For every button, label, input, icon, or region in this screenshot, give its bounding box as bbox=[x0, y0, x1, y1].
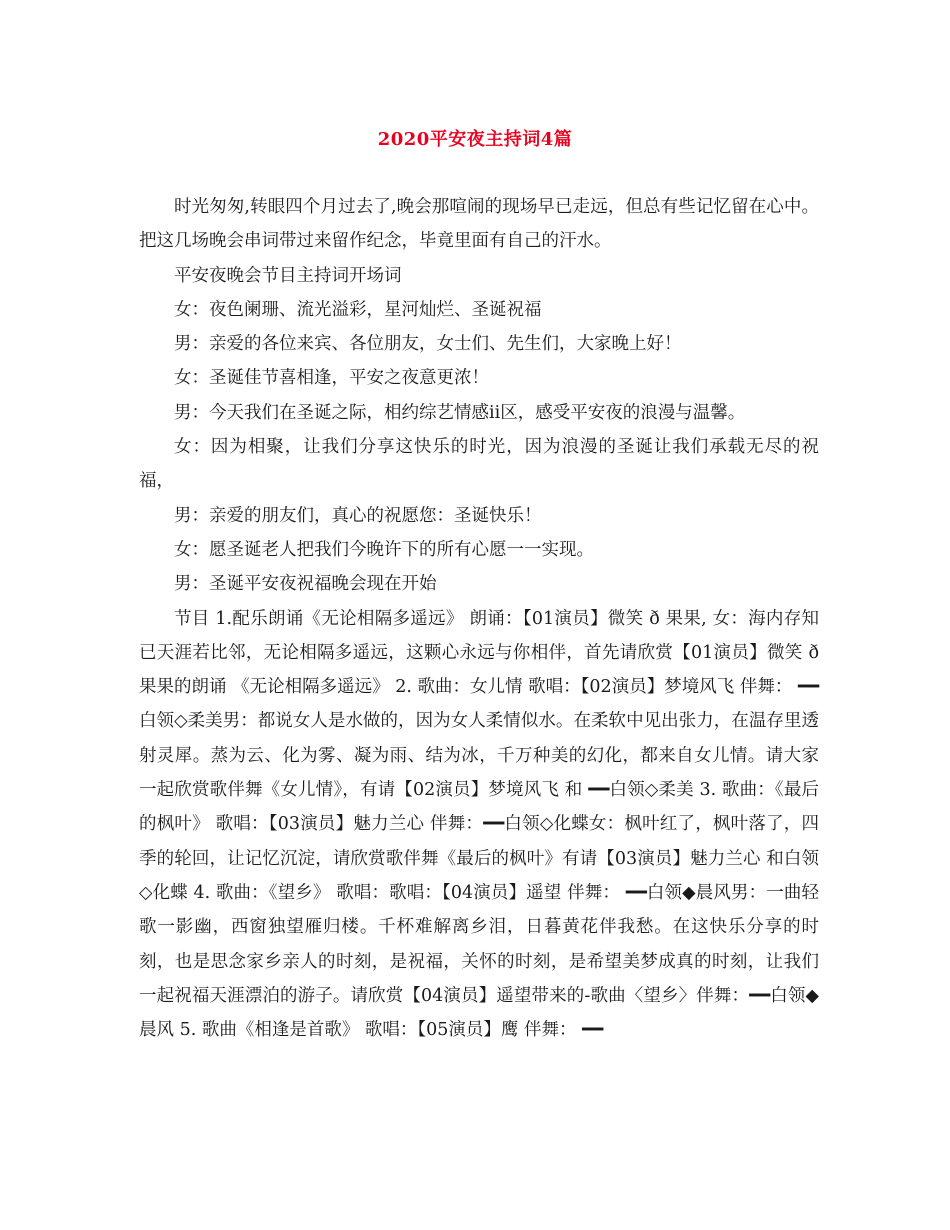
paragraph: 女：夜色阑珊、流光溢彩，星河灿烂、圣诞祝福 bbox=[174, 299, 542, 320]
paragraph: 平安夜晚会节目主持词开场词 bbox=[174, 265, 402, 286]
paragraph: 男：亲爱的朋友们，真心的祝愿您：圣诞快乐！ bbox=[174, 505, 542, 526]
paragraph: 女：因为相聚，让我们分享这快乐的时光，因为浪漫的圣诞让我们承载无尽的祝福， bbox=[139, 437, 819, 492]
paragraph: 女：圣诞佳节喜相逢，平安之夜意更浓！ bbox=[174, 368, 489, 389]
paragraph: 男：亲爱的各位来宾、各位朋友，女士们、先生们，大家晚上好！ bbox=[174, 334, 682, 355]
paragraph: 节目 1.配乐朗诵《无论相隔多遥远》 朗诵：【01演员】微笑 ð 果果, 女：海内存知已天涯若比邻，无论相隔多遥远，这颗心永远与你相伴，首先请欣赏【01演员】微笑 ð 果果的朗诵 《无论相隔多遥远》 2. 歌曲：女儿情 歌唱：【02演员】梦境风飞 伴舞： ━━白领◇柔美男：都说女人是水做的，因为女人柔情似水。在柔软中见出张力，在温存里透射灵犀。蒸为云、化为雾、凝为雨、结为冰，千万种美的幻化，都来自女儿情。请大家一起欣赏歌伴舞《女儿情》，有请【02演员】梦境风飞 和 ━━白领◇柔美 3. 歌曲：《最后的枫叶》 歌唱：【03演员】魅力兰心 伴舞：━━白领◇化蝶女：枫叶红了，枫叶落了，四季的轮回，让记忆沉淀，请欣赏歌伴舞《最后的枫叶》有请【03演员】魅力兰心 和白领◇化蝶 4. 歌曲：《望乡》 歌唱：歌唱：【04演员】遥望 伴舞： ━━白领◆晨风男：一曲轻歌一影幽，西窗独望雁归楼。千杯难解离乡泪，日暮黄花伴我愁。在这快乐分享的时刻，也是思念家乡亲人的时刻，是祝福，关怀的时刻，是希望美梦成真的时刻，让我们一起祝福天涯漂泊的游子。请欣赏【04演员】遥望带来的-歌曲〈望乡〉伴舞：━━白领◆晨风 5. 歌曲《相逢是首歌》 歌唱：【05演员】鹰 伴舞： ━━ bbox=[139, 608, 819, 1041]
document-body bbox=[139, 190, 819, 1047]
paragraph: 时光匆匆,转眼四个月过去了,晚会那喧闹的现场早已走远，但总有些记忆留在心中。把这几场晚会串词带过来留作纪念，毕竟里面有自己的汗水。 bbox=[139, 197, 819, 252]
document-title: 2020平安夜主持词4篇 bbox=[377, 129, 573, 150]
paragraph: 女：愿圣诞老人把我们今晚许下的所有心愿一一实现。 bbox=[174, 539, 594, 560]
paragraph: 男：今天我们在圣诞之际，相约综艺情感ii区，感受平安夜的浪漫与温馨。 bbox=[174, 402, 746, 423]
paragraph: 男：圣诞平安夜祝福晚会现在开始 bbox=[174, 574, 437, 595]
